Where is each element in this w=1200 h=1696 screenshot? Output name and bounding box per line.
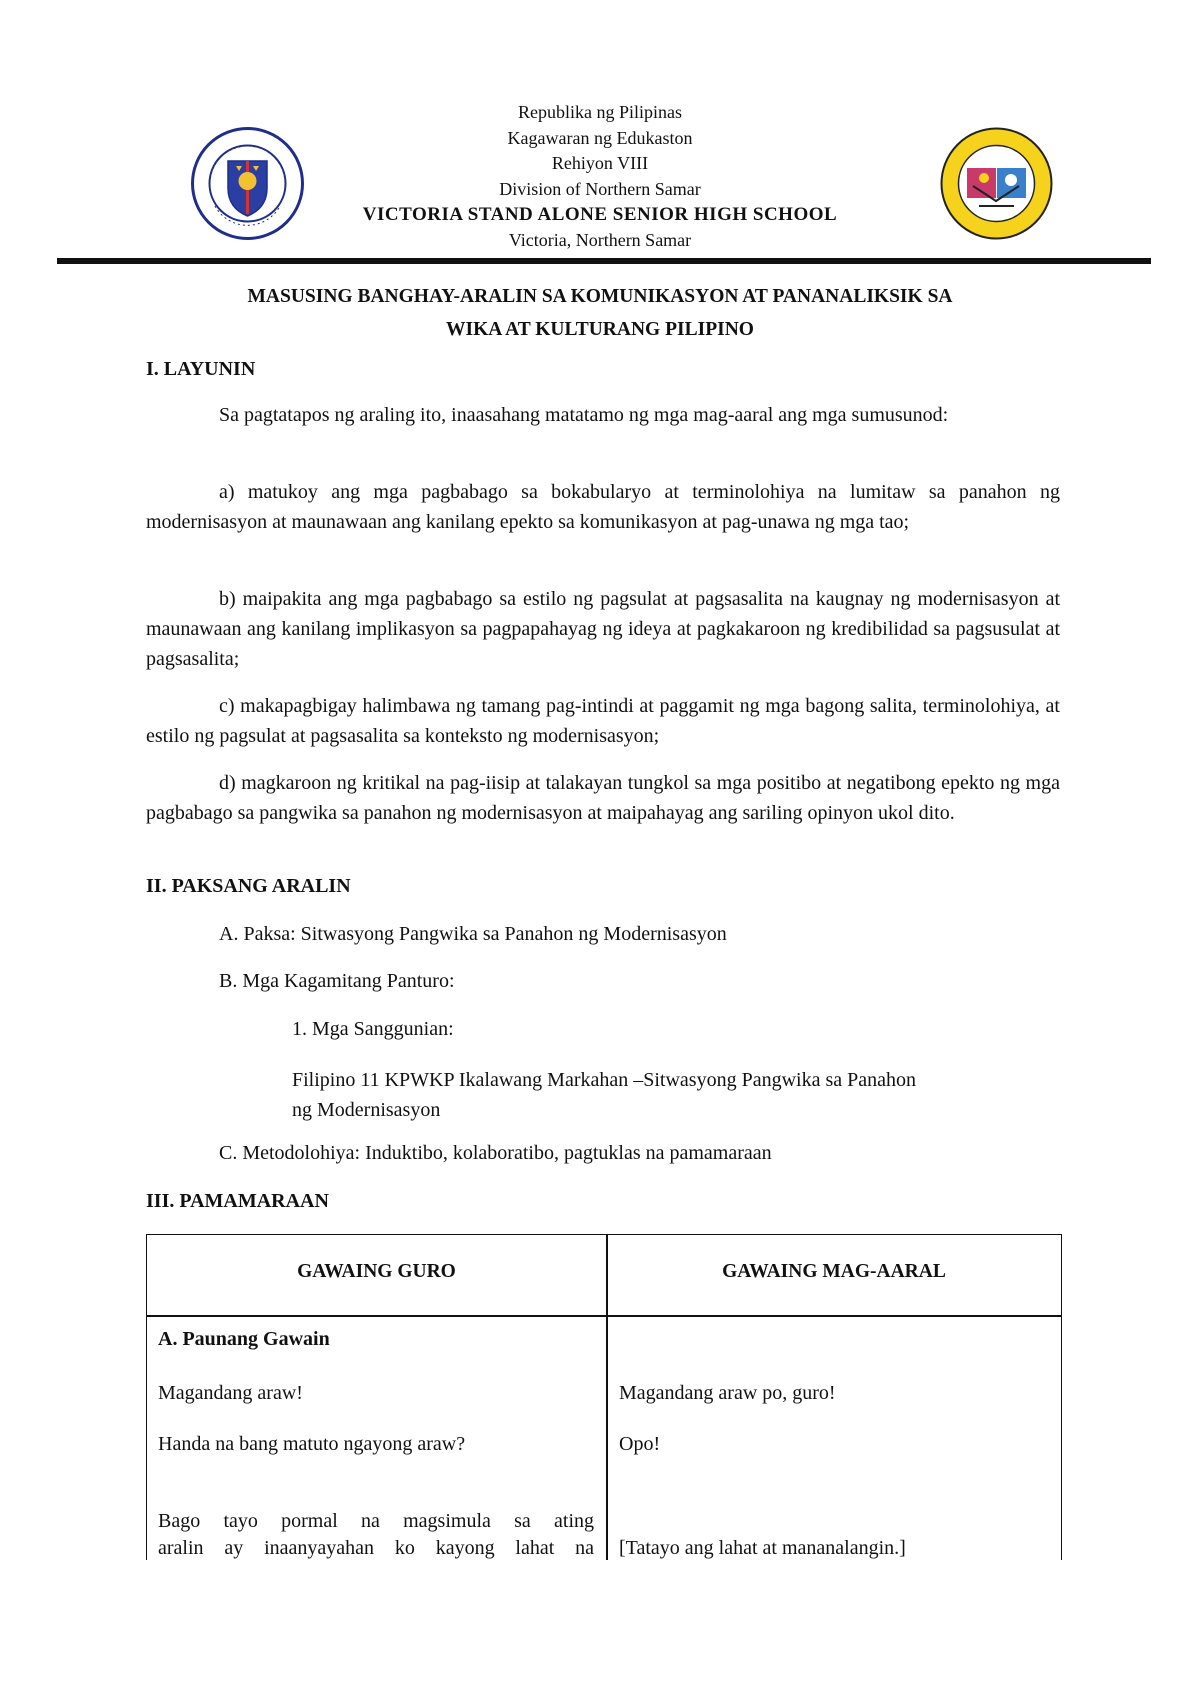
- guro-question: Handa na bang matuto ngayong araw?: [158, 1433, 466, 1455]
- reference-line-2: ng Modernisasyon: [292, 1099, 441, 1121]
- school-location: Victoria, Northern Samar: [508, 229, 692, 250]
- division-line: Division of Northern Samar: [499, 178, 701, 199]
- sanggunian-line: 1. Mga Sanggunian:: [292, 1018, 454, 1040]
- section-3-heading: III. PAMAMARAAN: [146, 1190, 329, 1212]
- document-title: [0, 280, 1200, 346]
- procedure-table: [146, 1234, 1062, 1560]
- objectives-intro: Sa pagtatapos ng araling ito, inaasahang matatamo ng mga mag-aaral ang mga sumusunod:: [219, 404, 949, 426]
- guro-instruction-line-2: aralin ay inaanyayahan ko kayong lahat na: [158, 1537, 594, 1559]
- section-2-heading: II. PAKSANG ARALIN: [146, 875, 351, 897]
- title-line-1: MASUSING BANGHAY-ARALIN SA KOMUNIKASYON AT PANANALIKSIK SA: [247, 286, 953, 307]
- objective-b: b) maipakita ang mga pagbabago sa estilo ng pagsulat at pagsasalita na kaugnay ng modernisasyon at maunawaan ang kanilang implikasyon sa pagpapahayag ng ideya at pagkakaroon ng kredibilidad sa pagsusulat at pagsasalita;: [146, 588, 1060, 670]
- department-line: Kagawaran ng Edukaston: [507, 127, 693, 148]
- guro-instruction-line-1: Bago tayo pormal na magsimula sa ating: [158, 1510, 594, 1532]
- region-line: Rehiyon VIII: [551, 153, 649, 173]
- header-gawaing-guro: GAWAING GURO: [297, 1261, 456, 1282]
- republic-line: Republika ng Pilipinas: [518, 102, 682, 122]
- header-row-divider: [147, 1315, 1061, 1317]
- guro-greeting: Magandang araw!: [158, 1382, 303, 1404]
- column-divider: [606, 1235, 608, 1560]
- mag-aaral-response: Opo!: [619, 1433, 661, 1455]
- header-gawaing-mag-aaral: GAWAING MAG-AARAL: [722, 1261, 946, 1282]
- header-divider: [57, 258, 1151, 264]
- paunang-gawain-heading: A. Paunang Gawain: [158, 1328, 330, 1350]
- title-line-2: WIKA AT KULTURANG PILIPINO: [446, 319, 754, 340]
- objective-d: d) magkaroon ng kritikal na pag-iisip at talakayan tungkol sa mga positibo at negatibong epekto ng mga pagbabago sa pangwika sa panahon ng modernisasyon at maipahayag ang sariling opinyon ukol dito.: [146, 772, 1060, 824]
- objective-a: a) matukoy ang mga pagbabago sa bokabularyo at terminolohiya na lumitaw sa panahon ng modernisasyon at maunawaan ang kanilang epekto sa komunikasyon at pag-unawa ng mga tao;: [146, 481, 1060, 533]
- kagamitan-line: B. Mga Kagamitang Panturo:: [219, 970, 455, 992]
- section-1-heading: I. LAYUNIN: [146, 358, 256, 380]
- reference-line-1: Filipino 11 KPWKP Ikalawang Markahan –Sitwasyong Pangwika sa Panahon: [292, 1069, 916, 1091]
- paksa-line: A. Paksa: Sitwasyong Pangwika sa Panahon ng Modernisasyon: [219, 923, 727, 945]
- metodolohiya-line: C. Metodolohiya: Induktibo, kolaboratibo, pagtuklas na pamamaraan: [219, 1142, 772, 1164]
- objective-c: c) makapagbigay halimbawa ng tamang pag-intindi at paggamit ng mga bagong salita, terminolohiya, at estilo ng pagsulat at pagsasalita sa konteksto ng modernisasyon;: [146, 695, 1060, 747]
- mag-aaral-prayer: [Tatayo ang lahat at mananalangin.]: [619, 1537, 906, 1559]
- letterhead: [0, 100, 1200, 253]
- mag-aaral-greeting: Magandang araw po, guro!: [619, 1382, 836, 1404]
- reference-entry: [292, 1065, 1062, 1125]
- school-name: VICTORIA STAND ALONE SENIOR HIGH SCHOOL: [362, 204, 838, 225]
